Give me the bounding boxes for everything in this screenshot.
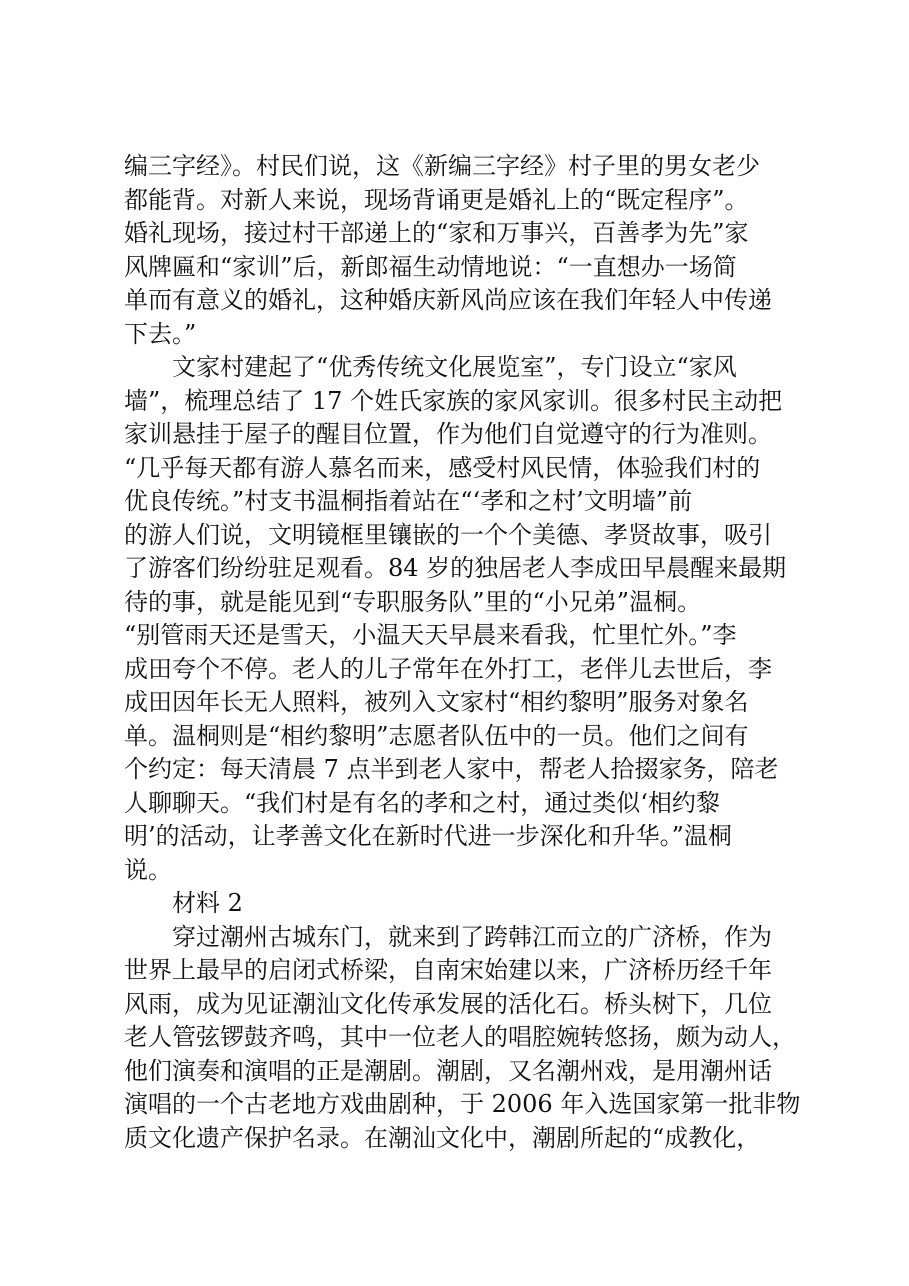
text-line: 的游人们说，文明镜框里镶嵌的一个个美德、孝贤故事，吸引 bbox=[124, 520, 772, 549]
text-line: 优良传统。”村支书温桐指着站在“‘孝和之村’文明墙”前 bbox=[124, 487, 693, 515]
text-line: 人聊聊天。“我们村是有名的孝和之村，通过类似‘相约黎 bbox=[124, 788, 720, 817]
text-line: 都能背。对新人来说，现场背诵更是婚礼上的“既定程序”。 bbox=[124, 185, 749, 214]
text-line: 个约定：每天清晨 7 点半到老人家中，帮老人拾掇家务，陪老 bbox=[124, 755, 779, 783]
body-text bbox=[124, 150, 804, 1155]
text-line: 老人管弦锣鼓齐鸣，其中一位老人的唱腔婉转悠扬，颇为动人， bbox=[124, 1023, 796, 1051]
text-line: 文家村建起了“优秀传统文化展览室”，专门设立“家风 bbox=[172, 353, 737, 381]
text-line: 成田因年长无人照料，被列入文家村“相约黎明”服务对象名 bbox=[124, 688, 749, 716]
text-line: 穿过潮州古城东门，就来到了跨韩江而立的广济桥，作为 bbox=[172, 922, 772, 951]
text-line: 质文化遗产保护名录。在潮汕文化中，潮剧所起的“成教化， bbox=[124, 1123, 761, 1152]
text-line: 待的事，就是能见到“专职服务队”里的“小兄弟”温桐。 bbox=[124, 587, 702, 616]
text-line: 单而有意义的婚礼，这种婚庆新风尚应该在我们年轻人中传递 bbox=[124, 286, 772, 314]
text-line: “几乎每天都有游人慕名而来，感受村风民情，体验我们村的 bbox=[124, 453, 761, 482]
text-line: 他们演奏和演唱的正是潮剧。潮剧，又名潮州戏，是用潮州话 bbox=[124, 1056, 772, 1085]
text-line: “别管雨天还是雪天，小温天天早晨来看我，忙里忙外。”李 bbox=[124, 621, 737, 649]
text-line: 世界上最早的启闭式桥梁，自南宋始建以来，广济桥历经千年 bbox=[124, 956, 772, 984]
text-line: 下去。” bbox=[124, 319, 197, 348]
text-line: 单。温桐则是“相约黎明”志愿者队伍中的一员。他们之间有 bbox=[124, 721, 749, 750]
text-line: 婚礼现场，接过村干部递上的“家和万事兴，百善孝为先”家 bbox=[124, 219, 749, 247]
text-line: 明’的活动，让孝善文化在新时代进一步深化和升华。”温桐 bbox=[124, 822, 732, 850]
text-line: 编三字经》。村民们说，这《新编三字经》村子里的男女老少 bbox=[124, 152, 760, 180]
text-line: 了游客们纷纷驻足观看。84 岁的独居老人李成田早晨醒来最期 bbox=[124, 554, 787, 582]
text-line: 家训悬挂于屋子的醒目位置，作为他们自觉遵守的行为准则。 bbox=[124, 420, 772, 448]
text-line: 风雨，成为见证潮汕文化传承发展的活化石。桥头树下，几位 bbox=[124, 989, 772, 1018]
text-line: 演唱的一个古老地方戏曲剧种，于 2006 年入选国家第一批非物 bbox=[124, 1090, 801, 1118]
text-line: 说。 bbox=[124, 855, 172, 884]
text-line: 材料 2 bbox=[172, 889, 243, 917]
text-line: 成田夸个不停。老人的儿子常年在外打工，老伴儿去世后，李 bbox=[124, 654, 772, 683]
text-line: 墙”，梳理总结了 17 个姓氏家族的家风家训。很多村民主动把 bbox=[124, 386, 783, 415]
text-line: 风牌匾和“家训”后，新郎福生动情地说：“一直想办一场简 bbox=[124, 252, 737, 281]
